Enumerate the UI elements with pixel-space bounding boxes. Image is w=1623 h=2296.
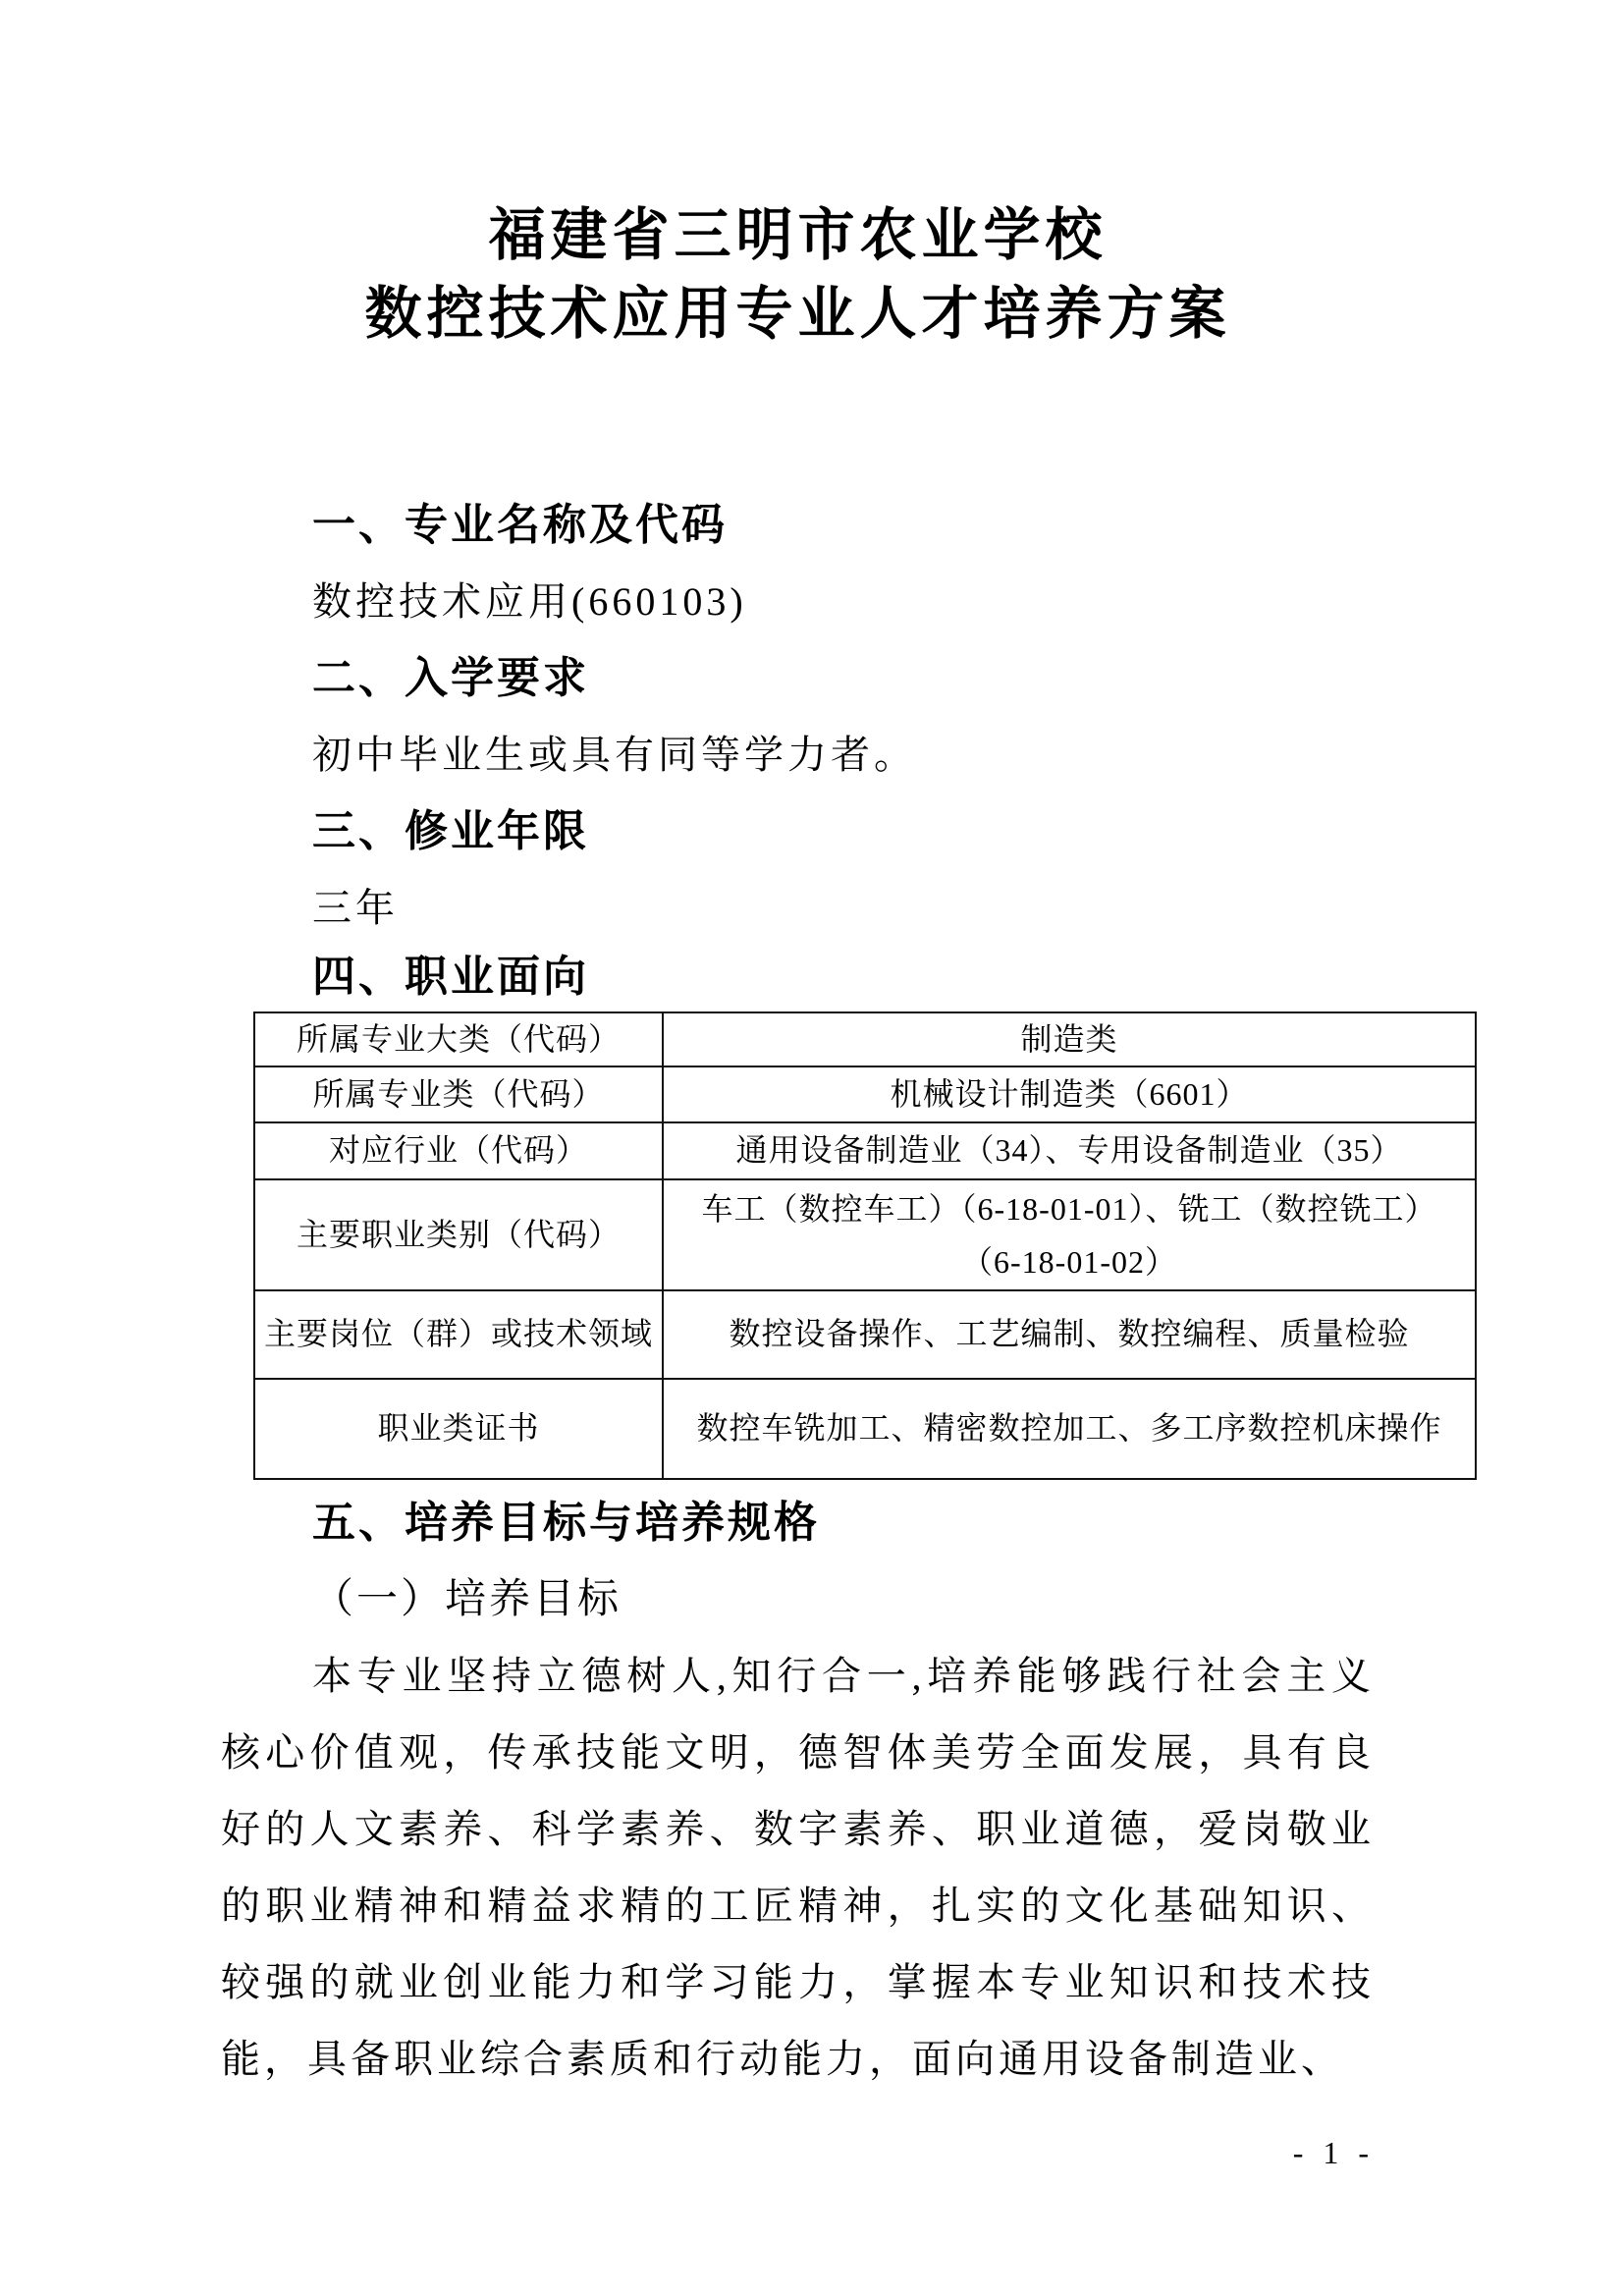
table-row-value-line-2: （6-18-01-02） (961, 1243, 1177, 1280)
training-objective-line: 较强的就业创业能力和学习能力，掌握本专业知识和技术技 (221, 1960, 1375, 2004)
section-4-heading: 四、职业面向 (312, 953, 589, 1001)
section-3-heading: 三、修业年限 (312, 807, 589, 855)
table-row-value: 数控车铣加工、精密数控加工、多工序数控机床操作 (663, 1379, 1476, 1479)
table-row-value: 制造类 (663, 1012, 1476, 1066)
table-row-label: 主要岗位（群）或技术领域 (254, 1290, 663, 1379)
table-row-value: 数控设备操作、工艺编制、数控编程、质量检验 (663, 1290, 1476, 1379)
document-title-line-1: 福建省三明市农业学校 (488, 203, 1108, 267)
career-orientation-table (253, 1011, 1477, 1480)
table-row-value: 通用设备制造业（34）、专用设备制造业（35） (663, 1122, 1476, 1179)
table-row (254, 1379, 1476, 1479)
table-row-label: 主要职业类别（代码） (254, 1179, 663, 1290)
table-row (254, 1066, 1476, 1122)
document-title (221, 196, 1375, 354)
training-objective-line: 能，具备职业综合素质和行动能力，面向通用设备制造业、 (221, 2037, 1344, 2081)
table-row (254, 1012, 1476, 1066)
table-row-value: 机械设计制造类（6601） (663, 1066, 1476, 1122)
section-5-heading: 五、培养目标与培养规格 (312, 1499, 820, 1547)
table-row-value (663, 1179, 1476, 1290)
training-objective-line: 的职业精神和精益求精的工匠精神，扎实的文化基础知识、 (221, 1884, 1375, 1928)
table-row-label: 所属专业类（代码） (254, 1066, 663, 1122)
table-row-label: 所属专业大类（代码） (254, 1012, 663, 1066)
page-number: - 1 - (1292, 2135, 1375, 2170)
table-row (254, 1290, 1476, 1379)
training-objective-line: 本专业坚持立德树人,知行合一,培养能够践行社会主义 (312, 1654, 1375, 1698)
table-row (254, 1179, 1476, 1290)
document-title-line-2: 数控技术应用专业人才培养方案 (364, 282, 1231, 346)
training-objective-line: 好的人文素养、科学素养、数字素养、职业道德，爱岗敬业 (221, 1807, 1375, 1851)
training-objective-line: 核心价值观，传承技能文明，德智体美劳全面发展，具有良 (221, 1730, 1375, 1775)
section-2-body: 初中毕业生或具有同等学力者。 (312, 733, 917, 777)
table-row (254, 1122, 1476, 1179)
section-2-heading: 二、入学要求 (312, 654, 589, 702)
section-5-sub-heading: （一）培养目标 (312, 1577, 622, 1622)
section-3-body: 三年 (312, 886, 399, 930)
table-row-label: 对应行业（代码） (254, 1122, 663, 1179)
section-1-body: 数控技术应用(660103) (312, 579, 747, 624)
table-row-label: 职业类证书 (254, 1379, 663, 1479)
section-1-heading: 一、专业名称及代码 (312, 501, 728, 549)
table-row-value-line-1: 车工（数控车工）（6-18-01-01）、铣工（数控铣工） (701, 1190, 1437, 1227)
